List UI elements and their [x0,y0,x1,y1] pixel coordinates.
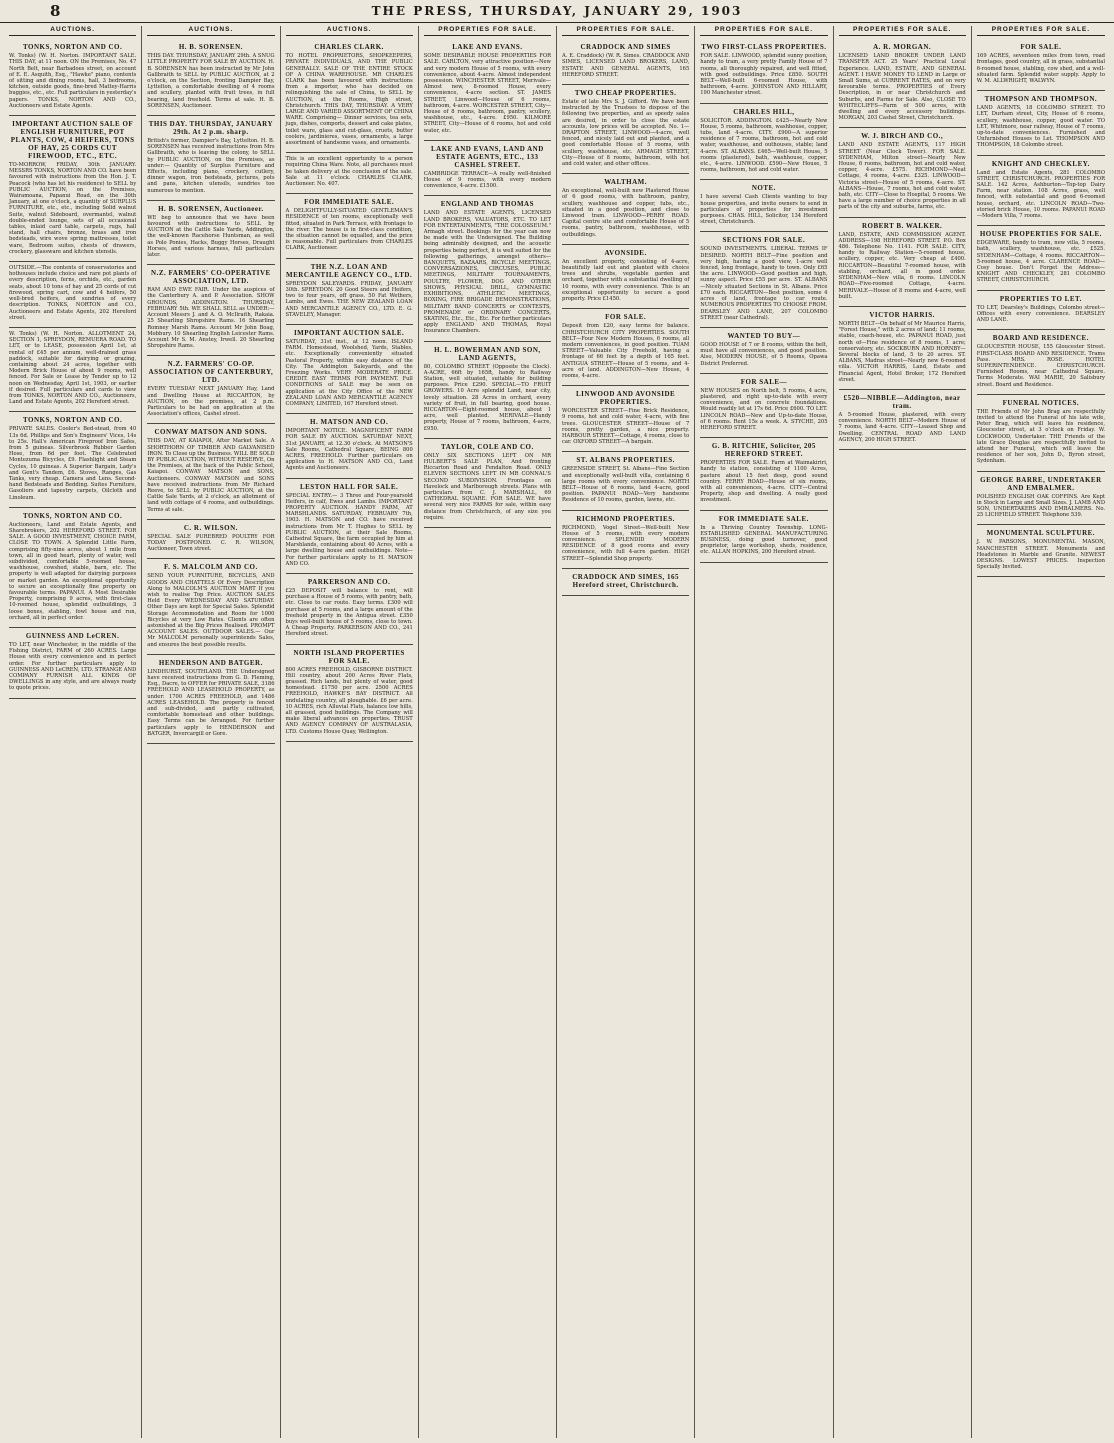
advertisement-body: RAM AND EWE FAIR. Under the auspices of the Canterbury A. and P. Association. SHOW GROUNDS, ADDINGTON. THURSDAY, FEBRUARY 5th. WE SHALL SELL as UNDER:— Account Messrs J. and A. O. McIlraith, Rakaia. 25 Shearling Shropshire Rams. 16 Shearling Romney Marsh Rams. Account Mr John Boag, Mobbury. 10 Shearling English Leicester Rams. Account Mr S. M. Anstey, Irwell. 20 Shearling Shropshire Rams. [147,287,275,350]
advertisement-title: LINWOOD AND AVONSIDE PROPERTIES. [576,390,676,407]
advertisement-title: H. MATSON AND CO. [310,418,389,427]
advertisement [562,309,689,386]
advertisement-body: LINDHURST, SOUTHLAND. THE Undersigned have received instructions from G. D. Fleming, Esq., Dacre, to OFFER for PRIVATE SALE, 3186 FREEHOLD AND LEASEHOLD PROPERTY, as under: 1700 ACRES FREEHOLD, and 1486 ACRES LEASEHOLD. The property is fenced and sub-divided, and partly cultivated, comfortable homestead and other buildings. Easy Terms can be Arranged. For further particulars apply to HENDERSON and BATGER, Invercargill or Gore. [147,668,275,737]
advertisement [147,520,274,560]
advertisement-title: AVONSIDE. [604,248,647,257]
advertisement [700,511,827,563]
advertisement [147,655,274,744]
advertisement-body: 169 ACRES, seventeen miles from town, road frontages, good country, all in grass, substantial 6-roomed house, stabling, cow shed, and a well-situated farm. Splendid water supply. Apply to W. M. ALLWRIGHT, WALWYN. [976,53,1105,85]
advertisement-body: NORTH BELT—On behalf of Mr Maurice Harris, "Forest House," with 2 acres of land; 11 rooms, stable, coach-house, etc. PAPANUI ROAD, just north of—Fine residence of 8 rooms, 1 acre; conservatory, etc. SOCKBURN AND HORNBY—Several blocks of land, 5 to 20 acres. ST. ALBANS, Madras street—Nearly new 6-roomed villa. VICTOR HARRIS, Land, Estate and Financial Agent, Hotel Broker, 172 Hereford street. [838,320,966,383]
advertisement-title: N.Z. FARMERS' CO-OPERATIVE ASSOCIATION, LTD. [151,269,271,286]
advertisement-title: ROBERT B. WALKER. [861,221,943,230]
advertisement-title: RICHMOND PROPERTIES. [576,514,675,523]
advertisement [286,39,413,153]
advertisement [839,218,966,307]
advertisement-body: LAND AND ESTATE AGENTS, LICENSED LAND BROKERS, VALUATORS, ETC. TO LET FOR ENTERTAINMENTS, "THE COLOSSEUM." Armagh street. Bookings for the year can now be made with the Undersigned. The Building being admirably designed, and the acoustic properties being perfect, it is well suited for the following gatherings, amongst others— BANQUETS, BAZAARS, BICYCLE MEETINGS, CONVERSAZIONES, CIRCUSES, PUBLIC MEETINGS, MILITARY TOURNAMENTS, POULTRY, FLOWER, DOG AND OTHER SHOWS, PHYSICAL DRILL, GYMNASTIC EXHIBITIONS, ATHLETIC MEETINGS, BOXING, FIRE BRIGADE DEMONSTRATIONS, MILITARY BAND CONCERTS or CONTESTS, PROMENADE or ORDINARY CONCERTS, SKATING, Etc., Etc., Etc. For further particulars apply ENGLAND AND THOMAS, Royal Insurance Chambers. [423,210,551,335]
advertisement-title: C. R. WILSON. [183,523,238,532]
columns-container [4,26,1110,1438]
advertisement [977,39,1105,91]
advertisement [286,574,413,645]
column-heading: PROPERTIES FOR SALE. [424,26,551,36]
advertisement [562,39,689,85]
advertisement-title: GEORGE BARRE, UNDERTAKER AND EMBALMER. [980,475,1102,492]
advertisement-body: THIS DAY, AT KAIAPOI, After Market Sale. A SHORTHORN OF TIMBER AND GALVANISED IRON. To Close up the Business. WILL BE SOLD BY PUBLIC AUCTION, WITHOUT RESERVE, On the Premises, at the back of the Public School, Kaiapoi. CONWAY MATSON and SONS, Auctioneers. CONWAY MATSON and SONS have received instructions from Mr Richard Reeve, to SELL by PUBLIC AUCTION, at the Cattle Sale Yards, at 2 o'clock, an allotment of land with cottage of 4 rooms, and outbuildings. Terms at sale. [147,438,275,513]
advertisement-body: LICENSED LAND BROKER UNDER LAND TRANSFER ACT. 25 Years' Practical Local Experience. LAND, ESTATE, AND GENERAL AGENT. I HAVE MONEY TO LEND in Large or Small Sums, at CURRENT RATES, and on very favourable terms. PROPERTIES of Every Description, in or near Christchurch and Suburbs, and Farms for Sale. Also, CLOSE TO WHITECLIFFS—Farm of 500 acres, with dwelling and every accessory buildings. MORGAN, 203 Cashel Street, Christchurch. [838,53,966,122]
advertisement [424,141,551,197]
column-4 [419,26,557,1438]
advertisement-title: H. B. SORENSEN. [178,43,243,52]
column-heading: PROPERTIES FOR SALE. [700,26,827,36]
advertisement-body: GREENSIDE STREET, St. Albans—Fine Section and exceptionally well-built villa, containing 6 large rooms with every convenience. NORTH BELT—House of 6 rooms, land 4-acre, good position. PAPANUI ROAD—Very handsome Residence of 10 rooms, garden, lawns, etc. [562,466,690,504]
advertisement-title: TONKS, NORTON AND CO. [22,43,123,52]
advertisement-title: TAYLOR, COLE AND CO. [441,442,534,451]
advertisement-body: SOUND INVESTMENTS. LIBERAL TERMS IF DESIRED. NORTH BELT—Fine position and very high, having a good view, 1-acre well fenced, long frontage, handy to town. Only £65 the acre. LINWOOD—Good position and high, sunny aspect. Price £55 per acre. ST. ALBANS—Nicely situated Sections in St. Albans. Price £70 each. RICCARTON—Best position, some 4 acres of land, frontage to car route. NUMEROUS PROPERTIES TO CHOOSE FROM. DEARSLEY AND LANE, 207 COLOMBO STREET (near Cathedral). [700,246,828,321]
advertisement [977,472,1105,526]
advertisement [286,414,413,478]
advertisement-title: MONUMENTAL SCULPTURE. [986,529,1096,538]
advertisement-title: IMPORTANT AUCTION SALE OF ENGLISH FURNITURE, POT PLANTS, COW, 4 HEIFERS, TONS OF HAY, 25 CORDS CUT FIREWOOD, ETC., ETC. [10,120,135,161]
column-heading: AUCTIONS. [286,26,413,36]
advertisement-title: PROPERTIES TO LET. [999,294,1082,303]
advertisement [147,424,274,519]
advertisement [9,508,136,628]
advertisement [562,174,689,245]
advertisement [977,226,1105,290]
advertisement-body: J. W. PARSONS, MONUMENTAL MASON, MANCHESTER STREET. Monuments and Headstones in Marble and Granite. NEWEST DESIGNS. LOWEST PRICES. Inspection Specially Invited. [976,539,1105,571]
advertisement-title: THIS DAY. THURSDAY, JANUARY 29th. At 2 p.m. sharp. [148,120,274,137]
advertisement-title: CRADDOCK AND SIMES, 165 Hereford street, Christchurch. [572,572,680,589]
advertisement-body: SPECIAL ENTRY.— 3 Three and Four-yearsold Heifers, in calf, Ewes and Lambs. IMPORTANT PROPERTY AUCTION. HANDY FARM, AT MARSHLANDS. SATURDAY, FEBRUARY 7th, 1903. H. MATSON and CO. have received instructions from Mr T. Hughes to SELL by PUBLIC AUCTION, at their Sale Rooms, Cathedral Square, the farm occupied by him at Marshlands, containing about 40 Acres, with a large dwelling house and outbuildings. Note—For further particulars apply to H. MATSON AND CO. [285,492,413,567]
advertisement-title: A. R. MORGAN. [873,43,932,52]
advertisement-title: TONKS, NORTON AND CO. [22,511,123,520]
column-3 [281,26,419,1438]
advertisement [562,245,689,309]
advertisement-body: British's former, Dampier's Bay, Lyttelton. H. B. SORENSEN has received instructions from Mrs Gallbraith, who is leaving the colony, to SELL by PUBLIC AUCTION, on the Premises, as under:— Quantity of Surplus Furniture and Effects, including piano, crockery, cutlery, dinner wagon, iron bedsteads, pictures, pots and pans, kitchen utensils, sundries too numerous to mention. [147,138,275,194]
advertisement-title: WALTHAM. [604,178,648,187]
advertisement-title: £520—NIBBLE—Addington, near tram. [843,393,961,410]
advertisement [286,194,413,258]
advertisement-body: An excellent property, consisting of 4-acre, beautifully laid out and planted with choice trees and shrubs, vegetable garden and orchard, together with a substantial dwelling of 10 rooms, with every convenience. This is an exceptional opportunity to secure a good property. Price £1450. [562,258,690,303]
advertisement-title: FUNERAL NOTICES. [1002,398,1080,407]
advertisement-title: LAKE AND EVANS. [452,43,523,52]
advertisement [562,569,689,596]
advertisement-body: NEW HOUSES on North belt, 5 rooms, 4 acre, plastered, and right up-to-date with every convenience, and on concrete foundations. Would readily let at 17s 6d. Price £600. TO LET. LINCOLN ROAD—New and Up-to-date House, of 6 rooms. Rent 15s a week. A. STYCHE, 205 HEREFORD STREET. [700,387,828,431]
advertisement [977,156,1105,227]
advertisement [424,342,551,439]
advertisement [839,390,966,450]
advertisement-title: SECTIONS FOR SALE. [722,236,806,245]
column-2 [142,26,280,1438]
advertisement-title: IMPORTANT AUCTION SALE. [293,328,405,337]
advertisement-title: FOR IMMEDIATE SALE. [304,198,395,207]
column-heading: PROPERTIES FOR SALE. [562,26,689,36]
advertisement-body: Deposit from £20, easy terms for balance. CHRISTCHURCH CITY PROPERTIES. SOUTH BELT—Four New Modern Houses, 6 rooms, all modern conveniences, in good position. TUAM STREET—Valuable City Freehold, having a frontage of 66 feet by a depth of 165 feet. ANTIGUA STREET—House of 5 rooms, and 4-acre of land. ADDINGTON—New House, 4 rooms, 4-acre. [562,323,690,379]
advertisement [9,262,136,328]
page-number: 8 [50,2,61,20]
advertisement [9,628,136,699]
column-heading: PROPERTIES FOR SALE. [839,26,966,36]
advertisement-body: SOLICITOR. ADDINGTON. £425—Nearly New House, 5 rooms, bathroom, washhouse, copper, tubs, land 4-acre. CITY. £900—A superior residence of 7 rooms, bathroom, hot and cold water, washhouse, and outhouses, stable; land 4-acre. ST. ALBANS. £465—Well-built House, 5 rooms (plastered), bath, washhouse, copper, etc., 4-acre. LINWOOD. £590—New House, 5 rooms, bathroom, hot and cold water. [700,117,828,174]
advertisement-title: NORTH ISLAND PROPERTIES FOR SALE. [293,648,405,665]
advertisement-title: F. S. MALCOLM AND CO. [164,563,258,572]
advertisement-body: £25 DEPOSIT will balance to rent, will purchase a House of 5 rooms, with pantry, bath, etc. Close to car route. Easy terms. £300 will purchase at 5 rooms, and a large amount of the freehold property in the Antigua street. £350 buys well-built house of 5 rooms, close to town. A Cheap Property. PARKERSON AND CO., 241 Hereford street. [285,588,413,638]
advertisement [147,201,274,265]
advertisement-body: GOOD HOUSE of 7 or 8 rooms, within the belt, must have all conveniences, and good position. Also, MODERN HOUSE, of 5 Rooms, Opawa District Preferred. [700,341,828,367]
advertisement-title: WANTED TO BUY— [727,331,801,340]
advertisement [562,386,689,452]
advertisement-body: Estate of late Mrs S. J. Gifford. We have been instructed by the Trustees to dispose of the following two properties, and as speedy sales are desired, in order to close the estate accounts, low prices will be accepted. No. 1—DRAPTON STREET, LINWOOD—4-acre, well fenced, and nicely laid out and planted, and a good comfortable House of 5 rooms, with scullery, washhouse, etc. ARMAGH STREET, City—House of 8 rooms, bathroom, with hot and cold water, and other offices. [562,99,690,168]
advertisement-body: W. Tonks) (W. H. Norton. IMPORTANT SALE. THIS DAY, at 11 noon. ON the Premises, No. 47 North Belt, near Barbadoes street, on account of E. E. Asquith, Esq., "Hawke" piano, contents of sitting and dining rooms, hall, 3 bedrooms, kitchen, outside goods, fine-bred Mattey-Harris buggies, etc., etc. Full particulars in yesterday's papers. TONKS, NORTON AND CO., Auctioneers and Estate Agents. [9,53,137,109]
advertisement [977,525,1105,577]
advertisement [700,104,827,181]
advertisement-title: HENDERSON AND BATGER. [158,658,263,667]
advertisement-body: LAND, ESTATE, AND COMMISSION AGENT. ADDRESS—198 HEREFORD STREET. P.O. Box 486. Telephone No. 1141. FOR SALE. CITY, handy to Railway Station—5-roomed house, scullery, copper, etc. Very cheap at £400. RICCARTON—Beautiful 7-roomed house, with stabling, orchard, all in good order. SYDENHAM—New villa, 6 rooms. LINCOLN ROAD—Five-roomed Cottage, 4-acre. MERIVALE—House of 8 rooms and 4-acre, well built. [838,231,966,300]
advertisement-title: CRADDOCK AND SIMES [580,43,671,52]
advertisement-body: A 5-roomed House, plastered, with every convenience. NORTH BELT—Modern House of 7 rooms, land 4-acre. CITY—Leased Shop and Dwelling. CENTRAL ROAD AND LAND AGENCY, 200 HIGH STREET. [838,411,966,443]
advertisement-title: VICTOR HARRIS. [869,310,935,319]
advertisement-title: HOUSE PROPERTIES FOR SALE. [979,230,1102,239]
advertisement-title: TONKS, NORTON AND CO. [22,416,123,425]
advertisement-title: H. B. SORENSEN, Auctioneer. [158,204,264,213]
advertisement-title: GUINNESS AND LeCREN. [25,632,120,641]
newspaper-title: THE PRESS, THURSDAY, JANUARY 29, 1903 [371,4,743,18]
advertisement [700,39,827,103]
advertisement [147,559,274,654]
advertisement-body: 80, COLOMBO STREET (Opposite the Clock). A-ACRE, 66ft by 165ft, handy to Railway Station, well situated, suitable for building purposes. Price £290. SPECIAL—TO FRUIT GROWERS. 10 Acre splendid Land, near city, lovely situation. 28 Acres in orchard, every variety of fruit, in full bearing, good house. RICCARTON—Eight-roomed house, about 1 acre, well planted. MERIVALE—Handy property, House of 7 rooms, bathroom, 4-acre, £950. [423,363,551,432]
advertisement-body: TO LET, near Winchester, in the middle of the Fishing District, FARM of 260 ACRES. Large House with every convenience and in perfect order. For further particulars apply to GUINNESS AND LeCREN, LTD. STRANGE AND COMPANY FURNISH ALL KINDS OF DWELLINGS in any style, and are always ready to quote prices. [9,642,137,692]
advertisement [562,511,689,569]
advertisement-body: SATURDAY, 31st inst., at 12 noon. ISLAND FARM. Homestead, Woolshed, Yards, Stables, etc. Exceptionally conveniently situated Pastoral Property, within easy distance of the City. The Addington Saleyards, and the Freezing Works. VERY MODERATE PRICE. CREDIT. EASY TERMS FOR PAYMENT. Full CONDITIONS of SALE may be seen on application at the City Office of the NEW ZEALAND LOAN AND MERCANTILE AGENCY COMPANY, LIMITED, 167 Hereford street. [285,338,413,407]
column-heading: AUCTIONS. [147,26,274,36]
advertisement-title: G. B. RITCHIE, Solicitor, 205 HEREFORD STREET. [711,442,816,459]
advertisement-body: SPREYDON SALEYARDS. FRIDAY, JANUARY 30th. SPREYDON. 20 Good Steers and Heifers, two to four years, off grass. 50 Fat Wethers, Lambs, and Ewes. THE NEW ZEALAND LOAN AND MERCANTILE AGENCY CO., LTD. E. G. STAVELEY, Manager. [285,280,413,318]
advertisement-body: SEND YOUR FURNITURE, BICYCLES, AND GOODS AND CHATTELS Of Every Description Along to MALCOLM'S AUCTION MART If you wish to realise Top Price. AUCTION SALES Held Every WEDNESDAY AND SATURDAY. Other Days are kept for Special Sales. Splendid Storage Accommodation and Room for 1000 Bicycles at very Low Rates. Clients are often astonished at the Big Prices Realised. PROMPT ACCOUNT SALES. OUTDOOR SALES.— Our Mr MALCOLM personally superintends Sales, and ensures the best possible results. [147,573,275,648]
advertisement-title: THOMPSON AND THOMPSON. [984,95,1098,104]
advertisement [839,128,966,217]
column-7 [834,26,972,1438]
advertisement-body: W. Tonks) (W. H. Norton. ALLOTMENT 24, SECTION 1, SPREYDON, REMUERA ROAD. TO LET, or to LEASE, possession April 1st, at rental of £45 per annum, well-drained grass paddock, suitable for dairying or grazing, containing about 24 acres, together with Modern Brick House of about 9 rooms, well fenced. For Sale or Lease by Tender up to 12 noon on Wednesday, April 1st, 1903, or earlier if desired. Full particulars and cards to view from TONKS, NORTON AND CO., Auctioneers, Land and Estate Agents, 202 Hereford street. [9,330,137,406]
advertisement-title: FOR SALE— [740,377,788,386]
advertisement-title: BOARD AND RESIDENCE. [992,334,1089,343]
advertisement-title: LAKE AND EVANS, LAND AND ESTATE AGENTS, ETC., 133 CASHEL STREET. [430,144,544,169]
advertisement-body: PROPERTIES FOR SALE. Farm at Waimakiriri, handy to station, consisting of 1100 Acres, pasture about 15 feet deep, good sound country. FERRY ROAD—House of six rooms, with all conveniences, 4-acre. CITY—Central Property, shop and dwelling. A really good investment. [700,460,828,504]
advertisement-body: In a Thriving Country Township. LONG-ESTABLISHED GENERAL MANUFACTURING BUSINESS, doing good turnover, good proprietor, large workshop, sheds, residence, etc. ALLAN HOPKINS, 200 Hereford street. [700,524,828,556]
advertisement [424,196,551,341]
advertisement [9,412,136,507]
advertisement-body: ONLY SIX SECTIONS LEFT ON MR HULBERT'S SALE PLAN, And fronting Riccarton Road and Fendalton Road. ONLY ELEVEN SECTIONS LEFT IN MR CONNAL'S SECOND SUBDIVISION. Frontages on Havelock and Marlborough streets. Plans with particulars from C. J. MARSHALL, 69 CATHEDRAL SQUARE. FOR SALE. WE have several very nice FARMS for sale, within easy distance from Christchurch, of any size you require. [423,452,551,521]
column-6 [695,26,833,1438]
advertisement-body: POLISHED ENGLISH OAK COFFINS. Are Kept in Stock in Large and Small Sizes. J. LAMB AND SON, UNDERTAKERS AND EMBALMERS. No. 25 LICHFIELD STREET. Telephone 539. [976,493,1105,519]
advertisement-body: This is an excellent opportunity to a person requiring China Ware. Note, all purchases must be taken delivery at the conclusion of the sale. Sale at 11 o'clock. CHARLES CLARK, Auctioneer. No. 407. [285,156,413,188]
advertisement [147,116,274,201]
column-1 [4,26,142,1438]
advertisement-title: ENGLAND AND THOMAS [440,200,535,209]
advertisement-body: SOME DESIRABLE HOUSE PROPERTIES FOR SALE. CARLTON, very attractive position—New and very modern House of 5 rooms, with every convenience, about 4-acre. Almost independent possession. WINCHESTER STREET, Merivale—Almost new, 8-roomed House, every convenience, 4-acre section. ST. JAMES STREET, Linwood—House of 6 rooms, bathroom, 4-acre. WORCESTER STREET, City—House of 8 rooms, bathroom, pantry, scullery, washhouse, etc., 4-acre. £950. KILMORE STREET, City—House of 6 rooms, hot and cold water, etc. [423,53,551,134]
advertisement-body: GLOUCESTER HOUSE, 155 Gloucester Street. FIRST-CLASS BOARD AND RESIDENCE. Trams Pass. MRS. ROSE. HOTEL SUPERINTENDENCE. CHRISTCHURCH. Furnished Rooms, near Cathedral Square. Terms Moderate. WAI MARIE, 20 Salisbury street. Board and Residence. [976,344,1105,388]
advertisement-body: WE beg to announce that we have been favoured with instructions to SELL by AUCTION at the Cattle Sale Yards, Addington, the well-known Racehorse Huntsman, as well as Polo Ponies, Hacks, Buggy Horses, Draught Horses, and various harness, full particulars later. [147,214,275,259]
advertisement-body: CAMBRIDGE TERRACE—A really well-finished House of 9 rooms, with every modern convenience, 4-acre. £1500. [423,170,551,190]
advertisement [977,395,1105,472]
advertisement-body: TO LET, Dearsley's Buildings, Colombo street—Offices with every convenience. DEARSLEY AND LANE. [976,304,1105,324]
advertisement-title: FOR IMMEDIATE SALE. [718,514,809,523]
advertisement-title: ST. ALBANS PROPERTIES. [576,456,675,465]
column-heading: PROPERTIES FOR SALE. [977,26,1105,36]
advertisement [286,325,413,414]
advertisement-body: EDGEWARE, handy to tram, new villa, 5 rooms, bath, scullery, washhouse, etc. £525. SYDENHAM—Cottage, 4 rooms. RICCARTON—5-roomed house, 4 acre. CLARENCE ROAD—Cosy house. Don't Forget the Address— KNIGHT AND CHECKLEY, 281 COLOMBO STREET, CHRISTCHURCH. [976,240,1105,284]
advertisement [286,479,413,574]
advertisement-body: Land and Estate Agents, 281 COLOMBO STREET, CHRISTCHURCH. PROPERTIES FOR SALE. 142 Acres, Ashburton—Top-top Dairy Farm, near station. 108 Acres, grass, well fenced, with substantial and good 6-roomed house, orchard, etc. LINCOLN ROAD—Two-storied brick House, 10 rooms. PAPANUI ROAD—Modern Villa, 7 rooms. [976,169,1105,220]
column-5 [557,26,695,1438]
advertisement-title: TWO CHEAP PROPERTIES. [574,89,677,98]
advertisement-body: A DELIGHTFULLY-SITUATED GENTLEMAN'S RESIDENCE of ten rooms, exceptionally well fitted, situated in Park Terrace, with frontage to the river. The house is in first-class condition, the situation cannot be equalled, and the price is reasonable. Full particulars from CHARLES CLARK, Auctioneer. [285,208,413,252]
advertisement [147,39,274,116]
advertisement-title: THE N.Z. LOAN AND MERCANTILE AGENCY CO., LTD. [286,262,413,279]
advertisement [9,328,136,412]
advertisement-title: PARKERSON AND CO. [307,578,391,586]
advertisement [839,307,966,390]
advertisement-body: RICHMOND, Vogel Street—Well-built New House of 5 rooms, with every modern convenience. SPLENDID MODERN RESIDENCE of 8 good rooms and every convenience, with full 4-acre garden. HIGH STREET—Splendid Shop property. [562,524,690,562]
advertisement [286,153,413,194]
advertisement-title: FOR SALE. [605,313,647,322]
advertisement-title: CHARLES HILL, [733,107,795,116]
advertisement-body: FOR SALE. LINWOOD, splendid sunny position, handy to tram, a very pretty Family House of 7 rooms, all thoroughly repaired, and well fitted, with good outbuildings. Price £850. SOUTH BELT—Well-built 6-roomed House, with bathroom, 4-acre. JOHNSTON AND HILLARY, 190 Manchester street. [700,53,828,97]
advertisement [977,291,1105,331]
advertisement [700,438,827,510]
advertisement-body: An exceptional, well-built new Plastered House of 6 good rooms, with bathroom, pantry, scullery, washhouse and copper, tubs, etc., situated in a good position, and close to Linwood tram. LINWOOD—PERRY ROAD. Capital centre site and comfortable House of 5 rooms, pantry, bathroom, washhouse, with outbuildings. [562,188,690,238]
advertisement-body: THE Friends of Mr John Brag are respectfully invited to attend the Funeral of his late wife, Peter Brag, which will leave his residence, Gloucester street, at 3 o'clock on Friday. W. LOCKWOOD, Undertaker. THE Friends of the late Grace Douglas are respectfully invited to attend her Funeral, which will leave the residence of her son, John D., Byron street, Sydenham. [976,408,1105,465]
advertisement-body: TO HOTEL PROPRIETORS, SHOPKEEPERS, PRIVATE INDIVIDUALS, AND THE PUBLIC GENERALLY. SALE OF THE ENTIRE STOCK OF A CHINA WAREHOUSE. MR CHARLES CLARK has been favoured with instructions from a importer, who has decided on relinquishing the sale of China, to SELL by AUCTION, at the Rooms, High street, Christchurch. THIS DAY, THURSDAY. A VERY LARGE AND VARIED ASSORTMENT OF CHINA WARE. Comprising— Dinner services, tea sets, jugs, dishes, comports, dessert and cake plates, toilet ware, glass and cut-glass, cruets, butter coolers, jardinieres, vases, ornaments, a large assortment of handsome vases, and ornaments. [285,53,413,147]
advertisement [977,330,1105,394]
advertisement-body: SPECIAL SALE PUREBRED POULTRY FOR TODAY POSTPONED. C. R. WILSON, Auctioneer, Town street. [147,533,275,553]
advertisement [9,116,136,262]
advertisement-body: TO-MORROW, FRIDAY, 30th JANUARY. MESSRS TONKS, NORTON AND CO. have been favoured with instructions from the Hon. J. T. Peacock (who has let his residence) to SELL by PUBLIC AUCTION, on the Premises, Wairamoana, Papanui Road, on the 30th January, at one o'clock, a quantity of SURPLUS FURNITURE, etc., etc., including Solid walnut Suite, walnut Sideboard, overmantel, walnut double-ended lounge, sets of all occasional tables, inlaid card table, carpets, rugs, hall stand, hall chairs, bronze, brass and iron bedsteads, wire wove spring mattresses, toilet ware, Bedroom suites, chests of drawers, crockery, glassware and kitchen utensils. [9,162,137,255]
advertisement [424,439,551,528]
advertisement [562,85,689,174]
advertisement [839,39,966,128]
column-heading: AUCTIONS. [9,26,136,36]
advertisement [147,265,274,356]
column-8 [972,26,1110,1438]
advertisement-body: 800 ACRES FREEHOLD, GISBORNE DISTRICT. Hill country, about 200 Acres River Flats, grassed. Rich lands, but plenty of water, good homestead. £1750 per acre. 2500 ACRES FREEHOLD, HAWKE'S BAY DISTRICT. All undulating country, all ploughable. £6 per acre. 10 ACRES, rich Alluvial Flats, balance low hills, all grassed, good buildings. The Company will make liberal advances on properties. TRUST AND AGENCY COMPANY OF AUSTRALASIA, LTD. Customs House Quay, Wellington. [285,666,413,735]
advertisement-title: W. J. BIRCH AND CO., [861,132,944,141]
advertisement [562,452,689,510]
advertisement-body: LAND AND ESTATE AGENTS, 117 HIGH STREET (Near Clock Tower). FOR SALE. SYDENHAM, Milton street—Nearly New House, 6 rooms, bathroom, hot and cold water, copper, 4-acre. £575. RICHMOND—Neat Cottage, 4 rooms, 4-acre. £325. LINWOOD—Victoria street—House of 5 rooms, 4-acre. ST. ALBANS—House, 7 rooms, hot and cold water, bath, etc. CITY—Close to Hospital, 5 rooms. We have a large number of choice properties in all parts of the city and suburbs, farms, etc. [838,142,966,211]
advertisement-body: EVERY TUESDAY NEXT JANUARY Hay, Land and Dwelling House at RICCARTON, by AUCTION, on the premises, at 2 p.m. Particulars to be had on application at the Association's offices, Cashel street. [147,386,275,418]
advertisement-title: KNIGHT AND CHECKLEY. [991,159,1090,168]
advertisement [977,91,1105,155]
advertisement-body: WORCESTER STREET—Fine Brick Residence, 9 rooms, hot and cold water, 4-acre, with fine trees. GLOUCESTER STREET—House of 7 rooms, pretty garden, a nice property. HARBOUR STREET—Cottage, 4 rooms, close to car. OXFORD STREET—A bargain. [562,408,690,446]
advertisement-body: A. E. Craddock) (W. R. Simes. CRADDOCK AND SIMES, LICENSED LAND BROKERS, LAND, ESTATE AND GENERAL AGENTS, 165 HEREFORD STREET. [562,53,690,78]
advertisement-body: OUTSIDE.—The contents of conservatories and hothouses include choice and rare pot plants of every description, ferns, orchids, etc., garden seats, about 10 tons of hay and 25 cords of cut firewood, spring cart, cow and 4 heifers, 50 well-bred heifers, and sundries of every description. TONKS, NORTON and CO., Auctioneers and Estate Agents, 202 Hereford street. [9,265,137,321]
advertisement-title: LESTON HALL FOR SALE. [299,482,399,491]
advertisement [424,39,551,141]
advertisement-body: Auctioneers, Land and Estate Agents, and Sharebrokers, 202 HEREFORD STREET. FOR SALE. A GOOD INVESTMENT, CHOICE FARM, CLOSE TO TOWN. A Splendid Little Farm, comprising fifty-nine acres, about 1 mile from town, all in good heart, plenty of water, well subdivided, comfortable 5-roomed house, washhouse, cowshed, stable, barn, etc. The property is well adapted for dairying purposes or market garden. An exceptional opportunity to secure an exceptionally fine property on favourable terms. PAPANUI. A Most Desirable Property, comprising 9 acres, with first-class 10-roomed house, splendid outbuildings, 3 loose boxes, stabling, fowl house and run, orchard, all in perfect order. [9,521,137,621]
advertisement-body: LAND AGENTS, 18 COLOMBO STREET. TO LET, Durham street, City, House of 6 rooms, scullery, washhouse, copper, good water. TO LET, Whitmore, near railway, House of 7 rooms, up-to-date conveniences. Furnished and Unfurnished Houses to Let. THOMPSON AND THOMPSON, 18 Colombo street. [976,105,1105,149]
advertisement [9,39,136,116]
advertisement-title: CHARLES CLARK. [314,43,384,52]
advertisement [700,374,827,438]
advertisement [700,180,827,232]
advertisement-body: PRIVATE SALES. Cooler's Bed-stead, from 40 13s 6d. Phillips and Son's Engineers' Vices, 14s to 25s. Hall's American Fireproof Iron Safes, from 5 guineas. Silverbrook Rubber Garden Hose, from 6d per foot. The Celebrated Montezuma Bicycles, £9. Flashlight and Steam Cycles, 10 guineas. A Superior Bargain, Lady's and Gent's Tandem, £6. Stoves, Ranges, Gas Tanks, very cheap. Camera and Lens. Second-hand Bedsteads and Bedding. Suites Furniture, Gasoliers and tapestry carpets, Oilcloth and Linoleum. [9,426,137,501]
advertisement-title: CONWAY MATSON AND SONS. [154,428,268,437]
advertisement [286,259,413,325]
advertisement-title: TWO FIRST-CLASS PROPERTIES. [701,43,827,52]
advertisement-body: THIS DAY. THURSDAY, JANUARY 29th. A SNUG LITTLE PROPERTY FOR SALE BY AUCTION. H. B. SORENSEN has been instructed by Mr John Gallbraith to SELL by PUBLIC AUCTION, at 2 o'clock, on the Section, fronting Dampier Bay, Lyttelton, a comfortable dwelling of 4 rooms and scullery, planted with fruit trees, in full bearing, land freehold. Terms at sale. H. B. SORENSEN, Auctioneer. [147,53,275,109]
advertisement-title: FOR SALE. [1020,43,1062,52]
advertisement-title: N.Z. FARMERS' CO-OP. ASSOCIATION OF CANTERBURY, LTD. [148,360,274,385]
advertisement [700,232,827,327]
advertisement [700,328,827,374]
advertisement [286,645,413,742]
advertisement-body: I have several Cash Clients wanting to buy house properties, and invite owners to send in particulars of properties for investment purposes. CHAS. HILL, Solicitor, 134 Hereford street, Christchurch. [700,194,828,226]
page-header [0,0,1114,23]
advertisement [147,356,274,424]
advertisement-title: H. L. BOWERMAN AND SON, LAND AGENTS, [434,345,541,362]
advertisement-body: IMPORTANT NOTICE. MAGNIFICENT FARM FOR SALE BY AUCTION. SATURDAY NEXT, 31st JANUARY, at 12.30 o'clock. At MATSON'S Sale Rooms, Cathedral Square, BEING 800 ACRES, FREEHOLD. Further particulars on application to H. MATSON AND CO., Land Agents and Auctioneers. [285,428,413,472]
advertisement-title: NOTE. [751,184,776,193]
